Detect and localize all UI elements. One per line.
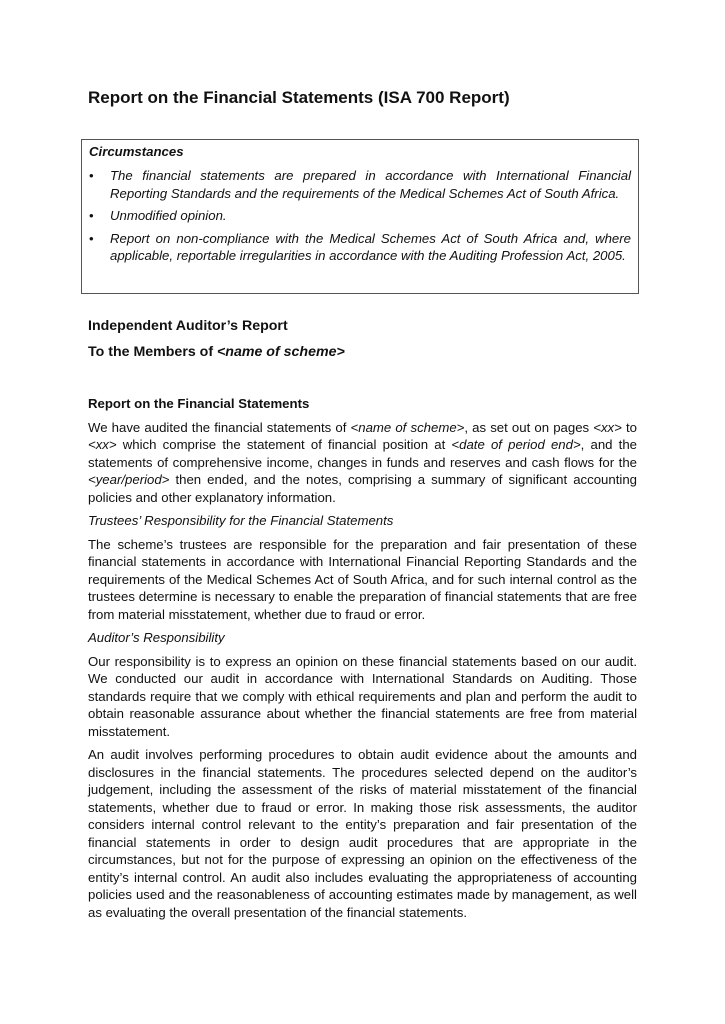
circumstances-box — [81, 139, 639, 294]
auditor-heading: Auditor’s Responsibility — [88, 630, 225, 645]
placeholder-text: <year/period> — [88, 472, 170, 487]
bullet-icon: • — [89, 168, 94, 183]
text-run: , as set out on pages — [464, 419, 594, 435]
text-run: , and the statements of comprehensive income, changes in funds and reserves and cash flows for the — [88, 437, 638, 470]
list-item — [89, 207, 631, 225]
report-heading: Independent Auditor’s Report — [88, 318, 288, 334]
scheme-name-placeholder: <name of scheme> — [217, 344, 345, 360]
list-item-text: Report on non-compliance with the Medical Schemes Act of South Africa and, where applicable, reportable irregularities in accordance with the Auditing Profession Act, 2005. — [110, 230, 631, 263]
section-heading: Report on the Financial Statements — [88, 396, 310, 411]
placeholder-text: <date of period end> — [451, 437, 581, 452]
page-title: Report on the Financial Statements (ISA 700 Report) — [88, 88, 510, 107]
addressee-heading — [88, 344, 345, 360]
text-run: which comprise the statement of financial position at — [116, 437, 452, 452]
placeholder-text: <name of scheme> — [350, 419, 465, 435]
bullet-icon: • — [89, 208, 94, 223]
text-run: then ended, and the notes, comprising a summary of significant accounting policies and other explanatory information. — [88, 472, 637, 505]
circumstances-list — [89, 167, 631, 265]
intro-paragraph — [88, 419, 637, 507]
list-item — [89, 167, 631, 202]
placeholder-text: <xx> — [88, 437, 117, 452]
auditor-paragraph-1: Our responsibility is to express an opinion on these financial statements based on our audit. We conducted our audit in accordance with International Standards on Auditing. Those standards require that we comply with ethical requirements and plan and perform the audit to obtain reasonable assurance about whether the financial statements are free from material misstatement. — [88, 653, 637, 739]
trustees-heading: Trustees’ Responsibility for the Financial Statements — [88, 513, 394, 528]
text-run: to — [621, 419, 637, 435]
circumstances-heading: Circumstances — [89, 144, 184, 159]
report-body — [88, 395, 637, 927]
placeholder-text: <xx> — [593, 419, 622, 435]
list-item — [89, 230, 631, 265]
addressee-prefix: To the Members of — [88, 344, 218, 360]
bullet-icon: • — [89, 230, 94, 246]
auditor-paragraph-2: An audit involves performing procedures to obtain audit evidence about the amounts and disclosures in the financial statements. The procedures selected depend on the auditor’s judgement, including the assessment of the risks of material misstatement of the financial statements, whether due to fraud or error. In making those risk assessments, the auditor considers internal control relevant to the entity’s preparation and fair presentation of the financial statements in order to design audit procedures that are appropriate in the circumstances, but not for the purpose of expressing an opinion on the effectiveness of the entity’s internal control. An audit also includes evaluating the appropriateness of accounting policies used and the reasonableness of accounting estimates made by management, as well as evaluating the overall presentation of the financial statements. — [88, 747, 637, 920]
text-run: We have audited the financial statements of — [88, 419, 351, 435]
list-item-text: The financial statements are prepared in accordance with International Financial Reporting Standards and the requirements of the Medical Schemes Act of South Africa. — [110, 168, 631, 201]
list-item-text: Unmodified opinion. — [110, 208, 227, 223]
trustees-paragraph: The scheme’s trustees are responsible for the preparation and fair presentation of these financial statements in accordance with International Financial Reporting Standards and the requirements of the Medical Schemes Act of South Africa, and for such internal control as the trustees determine is necessary to enable the preparation of financial statements that are free from material misstatement, whether due to fraud or error. — [88, 536, 637, 622]
